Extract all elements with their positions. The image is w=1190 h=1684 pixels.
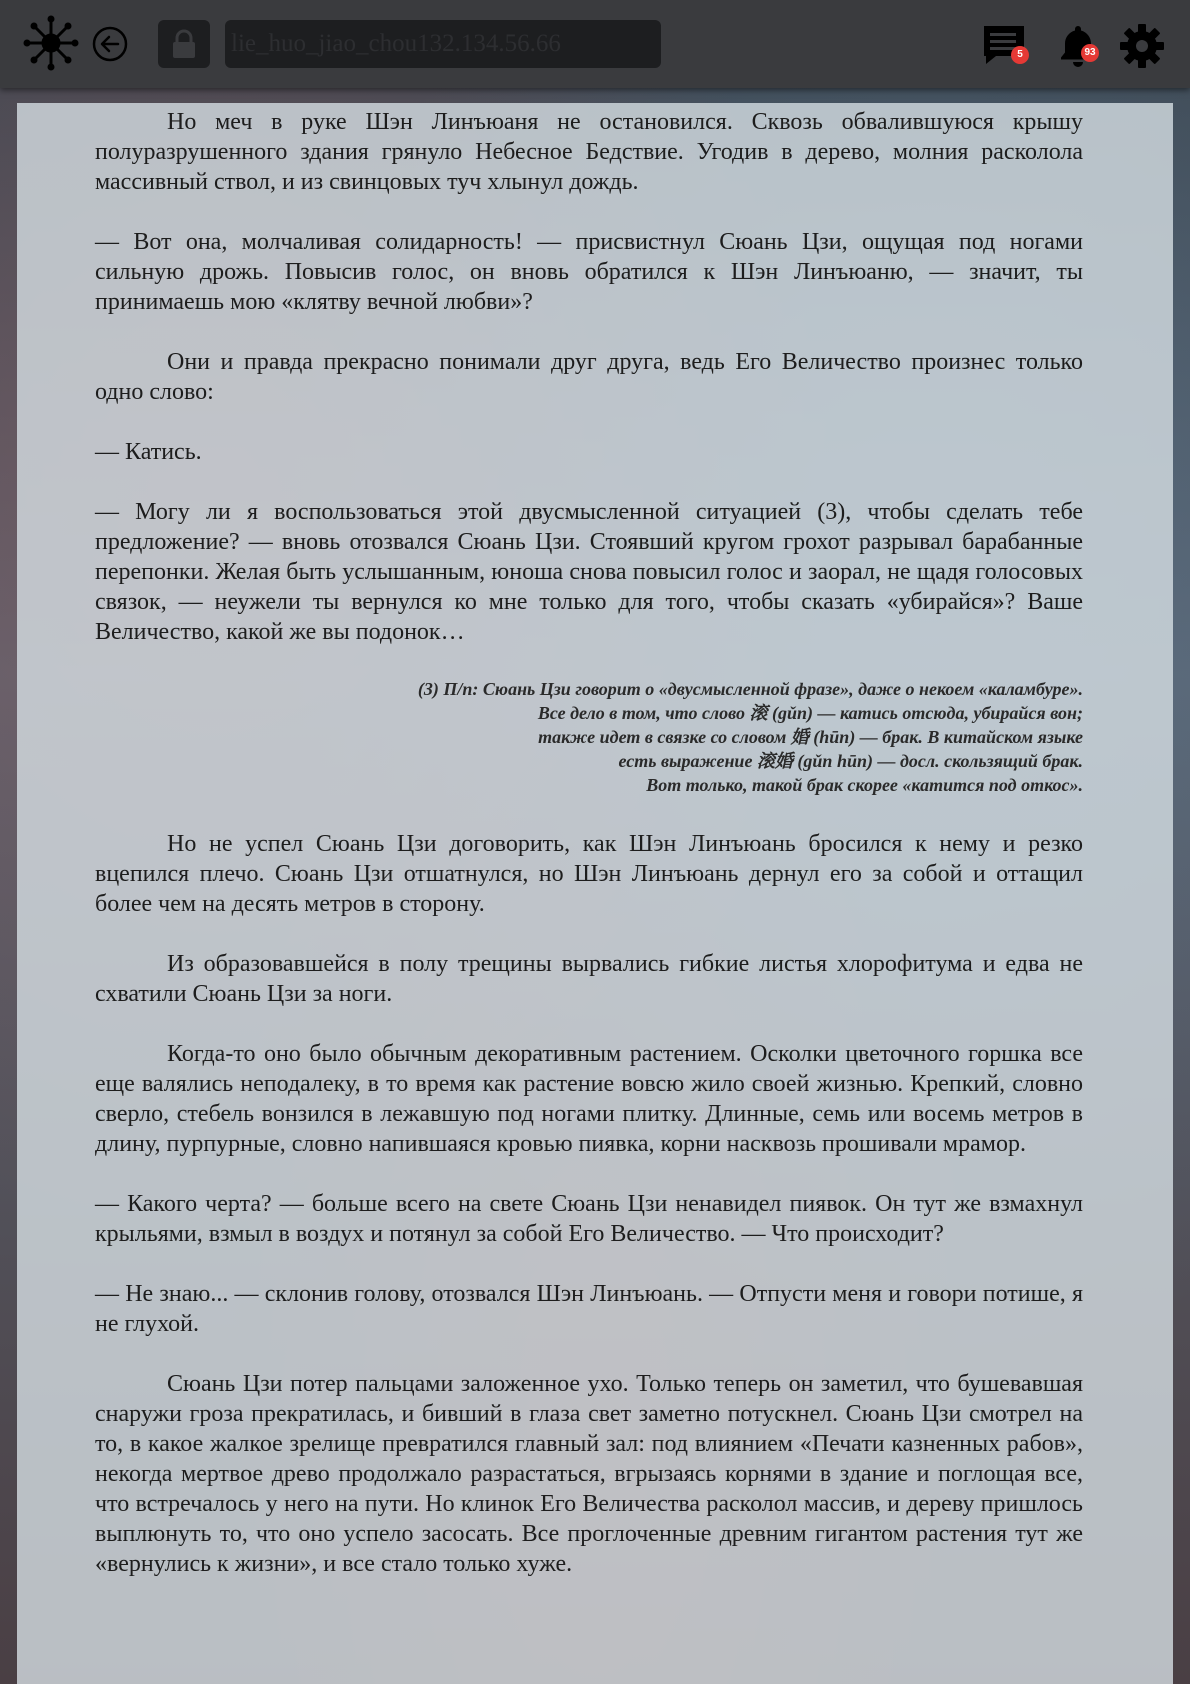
back-button[interactable]	[92, 26, 128, 62]
paragraph: Но не успел Сюань Цзи договорить, как Шэн Линъюань бросился к нему и резко вцепился плечо. Сюань Цзи отшатнулся, но Шэн Линъюань дернул его за собой и оттащил более чем на десять метров в сторону.	[95, 831, 1083, 917]
network-hub-icon[interactable]	[22, 14, 80, 72]
footnote-line: Вот только, такой брак скорее «катится под откос».	[646, 775, 1083, 795]
paragraph: Сюань Цзи потер пальцами заложенное ухо. Только теперь он заметил, что бушевавшая снаружи гроза прекратилась, и бивший в глаза свет заметно потускнел. Сюань Цзи смотрел на то, в какое жалкое зрелище превратился главный зал: под влиянием «Печати казненных рабов», некогда мертвое древо продолжало разрастаться, вгрызаясь корнями в здание и поглощая все, что встречалось у него на пути. Но клинок Его Величества расколол массив, и дереву пришлось выплюнуть то, что оно успело засосать. Все проглоченные древним гигантом растения тут же «вернулись к жизни», и все стало только хуже.	[95, 1371, 1083, 1577]
chapter-text	[95, 107, 1083, 1609]
back-arrow-icon	[92, 26, 128, 62]
messages-badge: 5	[1011, 46, 1029, 64]
paragraph: — Какого черта? — больше всего на свете Сюань Цзи ненавидел пиявок. Он тут же взмахнул крыльями, взмыл в воздух и потянул за собой Его Величество. — Что происходит?	[95, 1191, 1083, 1247]
reader-page	[17, 103, 1173, 1684]
paragraph: Когда-то оно было обычным декоративным растением. Осколки цветочного горшка все еще валялись неподалеку, в то время как растение вовсю жило своей жизнью. Крепкий, словно сверло, стебель вонзился в лежавшую под ногами плитку. Длинные, семь или восемь метров в длину, пурпурные, словно напившаяся кровью пиявка, корни насквозь прошивали мрамор.	[95, 1041, 1083, 1157]
notifications-badge: 93	[1081, 44, 1099, 62]
lock-button[interactable]	[158, 20, 210, 68]
settings-button[interactable]	[1118, 22, 1166, 70]
paragraph: Но меч в руке Шэн Линъюаня не остановился. Сквозь обвалившуюся крышу полуразрушенного здания грянуло Небесное Бедствие. Угодив в дерево, молния расколола массивный ствол, и из свинцовых туч хлынул дождь.	[95, 109, 1083, 195]
footnote-line: также идет в связке со словом 婚 (hūn) — брак. В китайском языке	[538, 727, 1083, 747]
top-toolbar	[0, 0, 1190, 88]
messages-button[interactable]	[980, 22, 1028, 70]
paragraph: Они и правда прекрасно понимали друг друга, ведь Его Величество произнес только одно слово:	[95, 349, 1083, 405]
paragraph: — Вот она, молчаливая солидарность! — присвистнул Сюань Цзи, ощущая под ногами сильную дрожь. Повысив голос, он вновь обратился к Шэн Линъюаню, — значит, ты принимаешь мою «клятву вечной любви»?	[95, 229, 1083, 315]
paragraph: — Катись.	[95, 439, 202, 465]
notifications-button[interactable]	[1054, 22, 1102, 70]
lock-icon	[168, 28, 200, 60]
gear-icon	[1118, 22, 1166, 70]
footnote-line: (3) П/п: Сюань Цзи говорит о «двусмысленной фразе», даже о некоем «каламбуре».	[417, 679, 1083, 699]
paragraph: Из образовавшейся в полу трещины вырвались гибкие листья хлорофитума и едва не схватили Сюань Цзи за ноги.	[95, 951, 1083, 1007]
footnote-line: есть выражение 滚婚 (gǔn hūn) — досл. скользящий брак.	[618, 751, 1083, 771]
footnote	[95, 677, 1083, 797]
footnote-line: Все дело в том, что слово 滚 (gǔn) — катись отсюда, убирайся вон;	[537, 703, 1083, 723]
address-input[interactable]: lie_huo_jiao_chou132.134.56.66	[225, 20, 661, 68]
paragraph: — Могу ли я воспользоваться этой двусмысленной ситуацией (3), чтобы сделать тебе предложение? — вновь отозвался Сюань Цзи. Стоявший кругом грохот разрывал барабанные перепонки. Желая быть услышанным, юноша снова повысил голос и заорал, не щадя голосовых связок, — неужели ты вернулся ко мне только для того, чтобы сказать «убирайся»? Ваше Величество, какой же вы подонок…	[95, 499, 1083, 645]
paragraph: — Не знаю... — склонив голову, отозвался Шэн Линъюань. — Отпусти меня и говори потише, я не глухой.	[95, 1281, 1083, 1337]
